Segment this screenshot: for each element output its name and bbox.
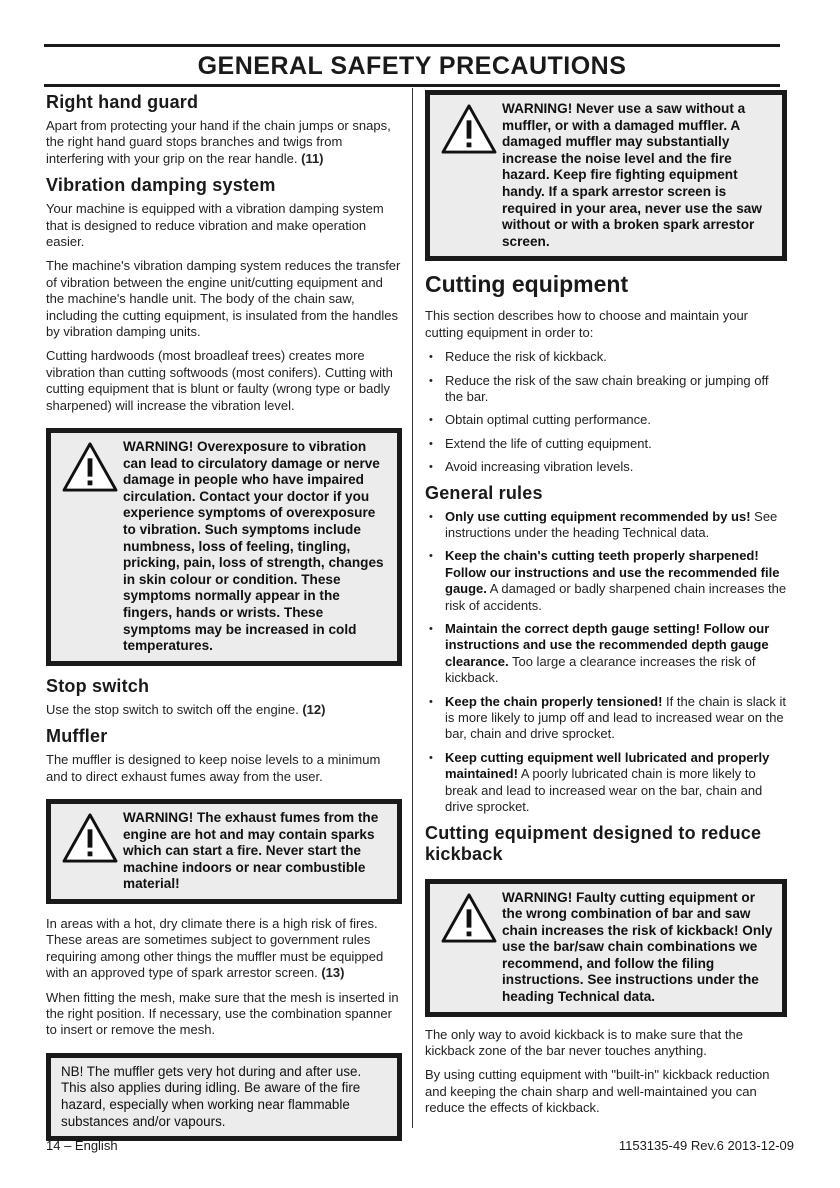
cutting-equipment-heading: Cutting equipment [425, 271, 629, 298]
cutting-equipment-goals-list [425, 349, 787, 475]
muffler-p1: The muffler is designed to keep noise levels to a minimum and to direct exhaust fumes away from the user. [46, 752, 381, 784]
list-item: • Extend the life of cutting equipment. [425, 436, 787, 452]
warning-triangle-icon [436, 101, 502, 250]
list-item: • Obtain optimal cutting performance. [425, 412, 787, 428]
list-item: • Reduce the risk of kickback. [425, 349, 787, 365]
warning-triangle-icon [436, 890, 502, 1006]
vibration-warning-box [46, 428, 402, 666]
kickback-p2: By using cutting equipment with "built-in" kickback reduction and keeping the chain sharp and well-maintained you can reduce the effects of kickback. [425, 1067, 770, 1116]
page-number: 14 – English [46, 1138, 118, 1153]
vibration-p3: Cutting hardwoods (most broadleaf trees) creates more vibration than cutting softwoods (most conifers). Cutting with cutting equipment that is blunt or faulty (wrong type or badly sharpened) will increase the vibration level. [46, 348, 393, 413]
vibration-warning-text: WARNING! Overexposure to vibration can lead to circulatory damage or nerve damage in people who have impaired circulation. Contact your doctor if you experience symptoms of overexposure to vibration. Such symptoms include numbness, loss of feeling, tingling, pricking, pain, loss of strength, changes in skin colour or condition. These symptoms normally appear in the fingers, hands or wrists. These symptoms may be increased in cold temperatures. [123, 439, 384, 654]
exhaust-warning-text: WARNING! The exhaust fumes from the engine are hot and may contain sparks which can start a fire. Never start the machine indoors or near combustible material! [123, 810, 379, 892]
kickback-warning-text: WARNING! Faulty cutting equipment or the wrong combination of bar and saw chain increases the risk of kickback! Only use the bar/saw chain combinations we recommend, and follow the filing instructions. See instructions under the heading Technical data. [502, 889, 773, 1005]
list-item: • Maintain the correct depth gauge setting! Follow our instructions and use the recommended depth gauge clearance. Too large a clearance increases the risk of kickback. [425, 621, 787, 687]
exhaust-warning-box [46, 799, 402, 904]
list-item: • Reduce the risk of the saw chain breaking or jumping off the bar. [425, 373, 787, 406]
right-column [425, 86, 787, 1125]
stop-switch-text: Use the stop switch to switch off the engine. (12) [46, 701, 326, 717]
list-item: • Keep the chain's cutting teeth properly sharpened! Follow our instructions and use the recommended file gauge. A damaged or badly sharpened chain increases the risk of accidents. [425, 548, 787, 614]
muffler-warning-box [425, 90, 787, 261]
left-column [46, 86, 402, 1141]
warning-triangle-icon [57, 439, 123, 655]
list-item: • Keep the chain properly tensioned! If the chain is slack it is more likely to jump off and lead to increased wear on the bar, chain and drive sprocket. [425, 694, 787, 743]
kickback-p1: The only way to avoid kickback is to make sure that the kickback zone of the bar never touches anything. [425, 1026, 743, 1059]
general-rules-heading: General rules [425, 482, 543, 503]
page-header [44, 44, 780, 87]
list-item: • Only use cutting equipment recommended by us! See instructions under the heading Technical data. [425, 509, 787, 542]
muffler-warning-text: WARNING! Never use a saw without a muffler, or with a damaged muffler. A damaged muffler may substantially increase the noise level and the fire hazard. Keep fire fighting equipment handy. If a spark arrestor screen is required in your area, never use the saw without or with a broken spark arrestor screen. [502, 101, 762, 249]
figure-ref-11: (11) [301, 150, 324, 166]
muffler-p3: When fitting the mesh, make sure that the mesh is inserted in the right position. If necessary, use the combination spanner to insert or remove the mesh. [46, 989, 399, 1038]
list-item: • Keep cutting equipment well lubricated and properly maintained! A poorly lubricated chain is more likely to break and lead to increased wear on the bar, chain and drive sprocket. [425, 750, 787, 816]
page-title: GENERAL SAFETY PRECAUTIONS [197, 52, 627, 80]
figure-ref-13: (13) [321, 965, 345, 981]
cutting-equipment-intro: This section describes how to choose and maintain your cutting equipment in order to: [425, 308, 749, 340]
stop-switch-heading: Stop switch [46, 675, 150, 696]
vibration-p2: The machine's vibration damping system reduces the transfer of vibration between the engine unit/cutting equipment and the machine's handle unit. The body of the chain saw, including the cutting equipment, is insulated from the handles by vibration damping units. [46, 258, 401, 340]
general-rules-list [425, 509, 787, 816]
figure-ref-12: (12) [302, 701, 326, 717]
muffler-p2: In areas with a hot, dry climate there is a high risk of fires. These areas are sometimes subject to government rules requiring among other things the muffler must be equipped with an approved type of spark arrestor screen. (13) [46, 916, 384, 981]
warning-triangle-icon [57, 810, 123, 893]
muffler-heading: Muffler [46, 726, 108, 747]
right-hand-guard-heading: Right hand guard [46, 92, 199, 112]
kickback-heading: Cutting equipment designed to reduce kickback [425, 822, 762, 864]
vibration-p1: Your machine is equipped with a vibration damping system that is designed to reduce vibration and make operation easier. [46, 201, 384, 250]
column-divider [412, 88, 413, 1128]
list-item: • Avoid increasing vibration levels. [425, 459, 787, 475]
vibration-heading: Vibration damping system [46, 175, 276, 196]
document-revision: 1153135-49 Rev.6 2013-12-09 [618, 1138, 794, 1153]
muffler-note-box: NB! The muffler gets very hot during and after use. This also applies during idling. Be aware of the fire hazard, especially when working near flammable substances and/or vapours. [46, 1053, 402, 1141]
right-hand-guard-text: Apart from protecting your hand if the chain jumps or snaps, the right hand guard stops branches and twigs from interfering with your grip on the rear handle. (11) [46, 118, 391, 166]
kickback-warning-box [425, 879, 787, 1017]
